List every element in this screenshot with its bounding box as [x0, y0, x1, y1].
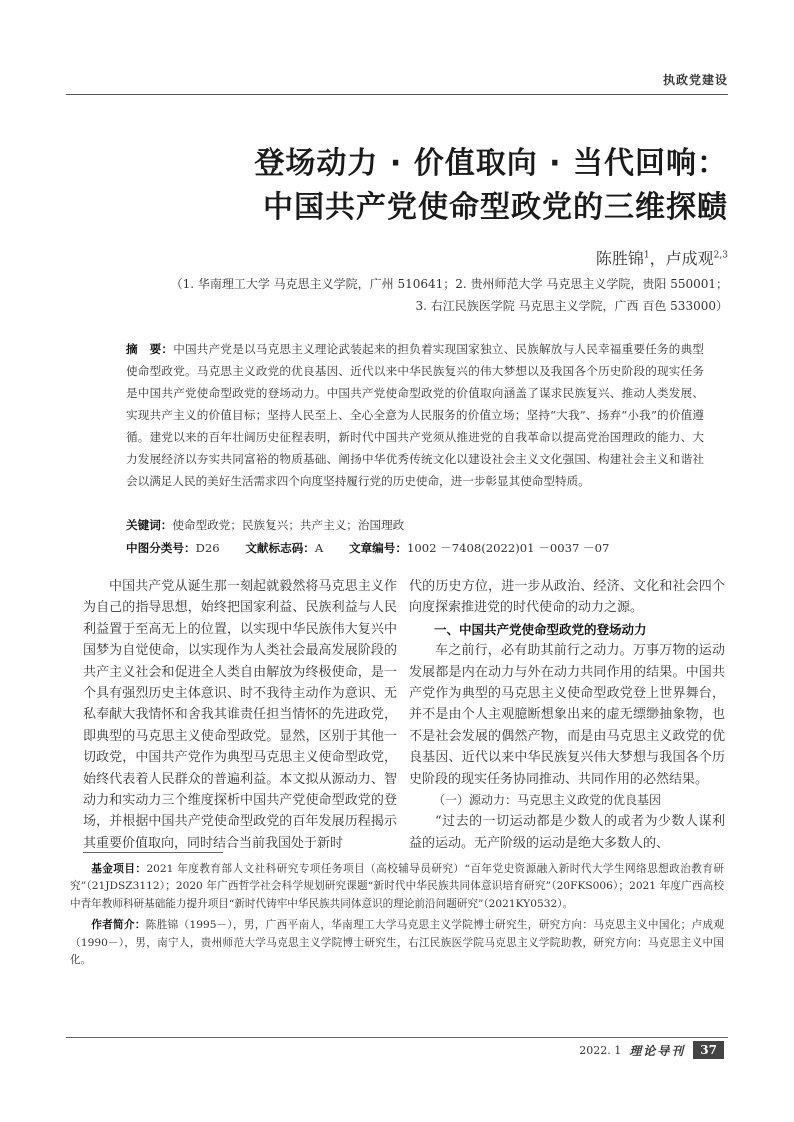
clc-label: 中图分类号：: [126, 541, 196, 555]
author-bio-label: 作者简介：: [91, 919, 146, 932]
body-column-right: [409, 576, 725, 854]
fund-footnote: [70, 861, 724, 913]
clc-value: D26: [195, 541, 220, 555]
author-name: 陈胜锦: [595, 249, 644, 268]
footer-rule: [66, 1037, 728, 1038]
body-paragraph: “过去的一切运动都是少数人的或者为少数人谋利益的运动。无产阶级的运动是绝大多数人的、: [409, 814, 725, 851]
fund-text: 2021 年度教育部人文社科研究专项任务项目（高校辅导员研究）“百年党史资源融入新时代大学生网络思想政治教育研究”（21JDSZ3112）；2020 年广西哲学社会科学规划研究课题“新时代中华民族共同体意识培育研究”（20FKS006）；2021 年度广西高校中青年教师科研基础能力提升项目“新时代铸牢中华民族共同体意识的理论前沿问题研究”（2021KY0532）。: [70, 863, 724, 910]
subsection-heading: （一）源动力：马克思主义政党的优良基因: [433, 793, 662, 808]
affiliation-line: 3. 右江民族医学院 马克思主义学院，广西 百色 533000）: [415, 299, 728, 313]
journal-name: 理论导刊: [629, 1043, 686, 1058]
abstract-text: 中国共产党是以马克思主义理论武装起来的担负着实现国家独立、民族解放与人民幸福重要任务的典型使命型政党。马克思主义政党的优良基因、近代以来中华民族复兴的伟大梦想以及我国各个历史阶段的现实任务是中国共产党使命型政党的登场动力。中国共产党使命型政党的价值取向涵盖了谋求民族复兴、推动人类发展、实现共产主义的价值目标；坚持人民至上、全心全意为人民服务的价值立场；坚持“大我”、扬弃“小我”的价值遵循。建党以来的百年壮阔历史征程表明，新时代中国共产党须从推进党的自我革命以提高党治国理政的能力、大力发展经济以夯实共同富裕的物质基础、阐扬中华优秀传统文化以建设社会主义文化强国、构建社会主义和谐社会以满足人民的美好生活需求四个向度坚持履行党的历史使命，进一步彰显其使命型特质。: [126, 342, 704, 488]
abstract: [126, 338, 704, 492]
author-affil-mark: 2,3: [713, 250, 728, 261]
title-line-1: 登场动力 · 价值取向 · 当代回响：: [254, 146, 728, 181]
doc-code-value: A: [314, 541, 324, 555]
article-number-value: 1002 －7408(2022)01 －0037 －07: [406, 541, 610, 555]
author-bio-footnote: [70, 917, 724, 969]
classification-row: [126, 540, 609, 556]
abstract-label: 摘 要：: [126, 342, 174, 356]
title-block: [254, 142, 728, 230]
keywords-label: 关键词：: [126, 518, 173, 532]
page-number: 37: [693, 1041, 724, 1059]
body-column-left: [83, 576, 397, 854]
author-name: 卢成观: [665, 249, 714, 268]
footnote-rule: [83, 852, 223, 853]
header-rule: [66, 94, 728, 95]
page-footer: [579, 1041, 724, 1059]
doc-code-label: 文献标志码：: [245, 541, 315, 555]
affiliation-line: （1. 华南理工大学 马克思主义学院，广州 510641；2. 贵州师范大学 马克思主义学院，贵阳 550001；: [170, 277, 728, 291]
keywords-text: 使命型政党；民族复兴；共产主义；治国理政: [172, 518, 405, 532]
author-bio-text: 陈胜锦（1995－），男，广西平南人，华南理工大学马克思主义学院博士研究生，研究方向：马克思主义中国化；卢成观（1990－），男，南宁人，贵州师范大学马克思主义学院博士研究生，右江民族医学院马克思主义学院助教，研究方向：马克思主义中国化。: [70, 919, 725, 967]
affiliations: [171, 273, 728, 317]
footnotes: [70, 861, 724, 973]
author-separator: ，: [649, 249, 666, 268]
fund-label: 基金项目：: [91, 863, 147, 875]
title-line-2: 中国共产党使命型政党的三维探赜: [263, 190, 728, 225]
section-heading: 一、中国共产党使命型政党的登场动力: [434, 621, 647, 637]
body-paragraph: 代的历史方位，进一步从政治、经济、文化和社会四个向度探索推进党的时代使命的动力之源。: [409, 579, 725, 616]
article-number-label: 文章编号：: [348, 541, 407, 555]
body-paragraph: 车之前行，必有助其前行之动力。万事万物的运动发展都是内在动力与外在动力共同作用的结果。中国共产党作为典型的马克思主义使命型政党登上世界舞台，并不是由个人主观臆断想象出来的虚无缥缈抽象物，也不是社会发展的偶然产物，而是由马克思主义政党的优良基因、近代以来中华民族复兴伟大梦想与我国各个历史阶段的现实任务协同推动、共同作用的必然结果。: [409, 643, 725, 787]
body-paragraph: 中国共产党从诞生那一刻起就毅然将马克思主义作为自己的指导思想，始终把国家利益、民族利益与人民利益置于至高无上的位置，以实现中华民族伟大复兴中国梦为自觉使命，以实现作为人类社会最高发展阶段的共产主义社会和促进全人类自由解放为终极使命，是一个具有强烈历史主体意识、时不我待主动作为意识、无私奉献大我情怀和舍我其谁责任担当情怀的先进政党，即典型的马克思主义使命型政党。显然，区别于其他一切政党，中国共产党作为典型马克思主义使命型政党，始终代表着人民群众的普遍利益。本文拟从源动力、智动力和实动力三个维度探析中国共产党使命型政党的登场，并根据中国共产党使命型政党的百年发展历程揭示其重要价值取向，同时结合当前我国处于新时: [83, 579, 397, 851]
column-tag: 执政党建设: [662, 73, 728, 87]
author-line: [596, 246, 728, 269]
issue-number: 2022. 1: [579, 1043, 622, 1057]
keywords: [126, 517, 404, 533]
author-affil-mark: 1: [643, 250, 650, 261]
